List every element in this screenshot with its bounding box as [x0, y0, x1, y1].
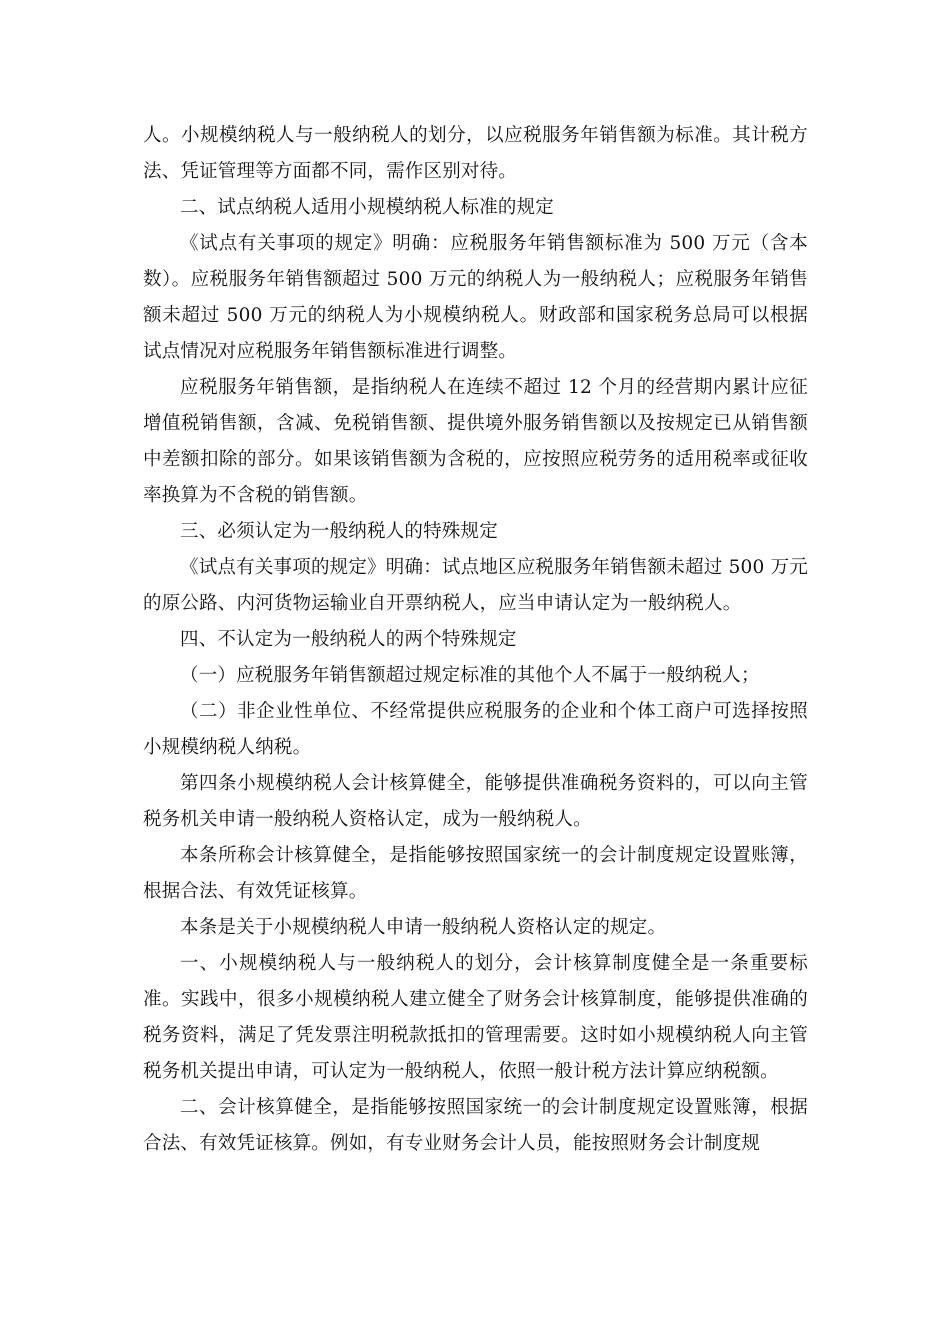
paragraph: 本条是关于小规模纳税人申请一般纳税人资格认定的规定。	[180, 917, 667, 938]
paragraph: 本条所称会计核算健全，是指能够按照国家统一的会计制度规定设置账簿，根据合法、有效凭证核算。	[143, 845, 808, 902]
article-paragraph: 第四条小规模纳税人会计核算健全，能够提供准确税务资料的，可以向主管税务机关申请一般纳税人资格认定，成为一般纳税人。	[143, 773, 808, 830]
paragraph: 应税服务年销售额，是指纳税人在连续不超过 12 个月的经营期内累计应征增值税销售额，含减、免税销售额、提供境外服务销售额以及按规定已从销售额中差额扣除的部分。如果该销售额为含税的，应按照应税劳务的适用税率或征收率换算为不含税的销售额。	[143, 377, 808, 506]
paragraph: 二、会计核算健全，是指能够按照国家统一的会计制度规定设置账簿，根据合法、有效凭证核算。例如，有专业财务会计人员，能按照财务会计制度规	[143, 1097, 808, 1154]
paragraph: 《试点有关事项的规定》明确：试点地区应税服务年销售额未超过 500 万元的原公路、内河货物运输业自开票纳税人，应当申请认定为一般纳税人。	[143, 557, 808, 614]
body-text	[143, 118, 808, 1162]
paragraph: 《试点有关事项的规定》明确：应税服务年销售额标准为 500 万元（含本数）。应税服务年销售额超过 500 万元的纳税人为一般纳税人；应税服务年销售额未超过 500 万元的纳税人为小规模纳税人。财政部和国家税务总局可以根据试点情况对应税服务年销售额标准进行调整。	[143, 233, 808, 362]
paragraph: 一、小规模纳税人与一般纳税人的划分，会计核算制度健全是一条重要标准。实践中，很多小规模纳税人建立健全了财务会计核算制度，能够提供准确的税务资料，满足了凭发票注明税款抵扣的管理需要。这时如小规模纳税人向主管税务机关提出申请，可认定为一般纳税人，依照一般计税方法计算应纳税额。	[143, 953, 808, 1082]
list-item: （二）非企业性单位、不经常提供应税服务的企业和个体工商户可选择按照小规模纳税人纳税。	[143, 701, 808, 758]
list-item: （一）应税服务年销售额超过规定标准的其他个人不属于一般纳税人；	[180, 665, 760, 686]
section-heading: 四、不认定为一般纳税人的两个特殊规定	[180, 629, 517, 650]
paragraph: 人。小规模纳税人与一般纳税人的划分，以应税服务年销售额为标准。其计税方法、凭证管理等方面都不同，需作区别对待。	[143, 125, 808, 182]
section-heading: 二、试点纳税人适用小规模纳税人标准的规定	[180, 197, 555, 218]
section-heading: 三、必须认定为一般纳税人的特殊规定	[180, 521, 498, 542]
